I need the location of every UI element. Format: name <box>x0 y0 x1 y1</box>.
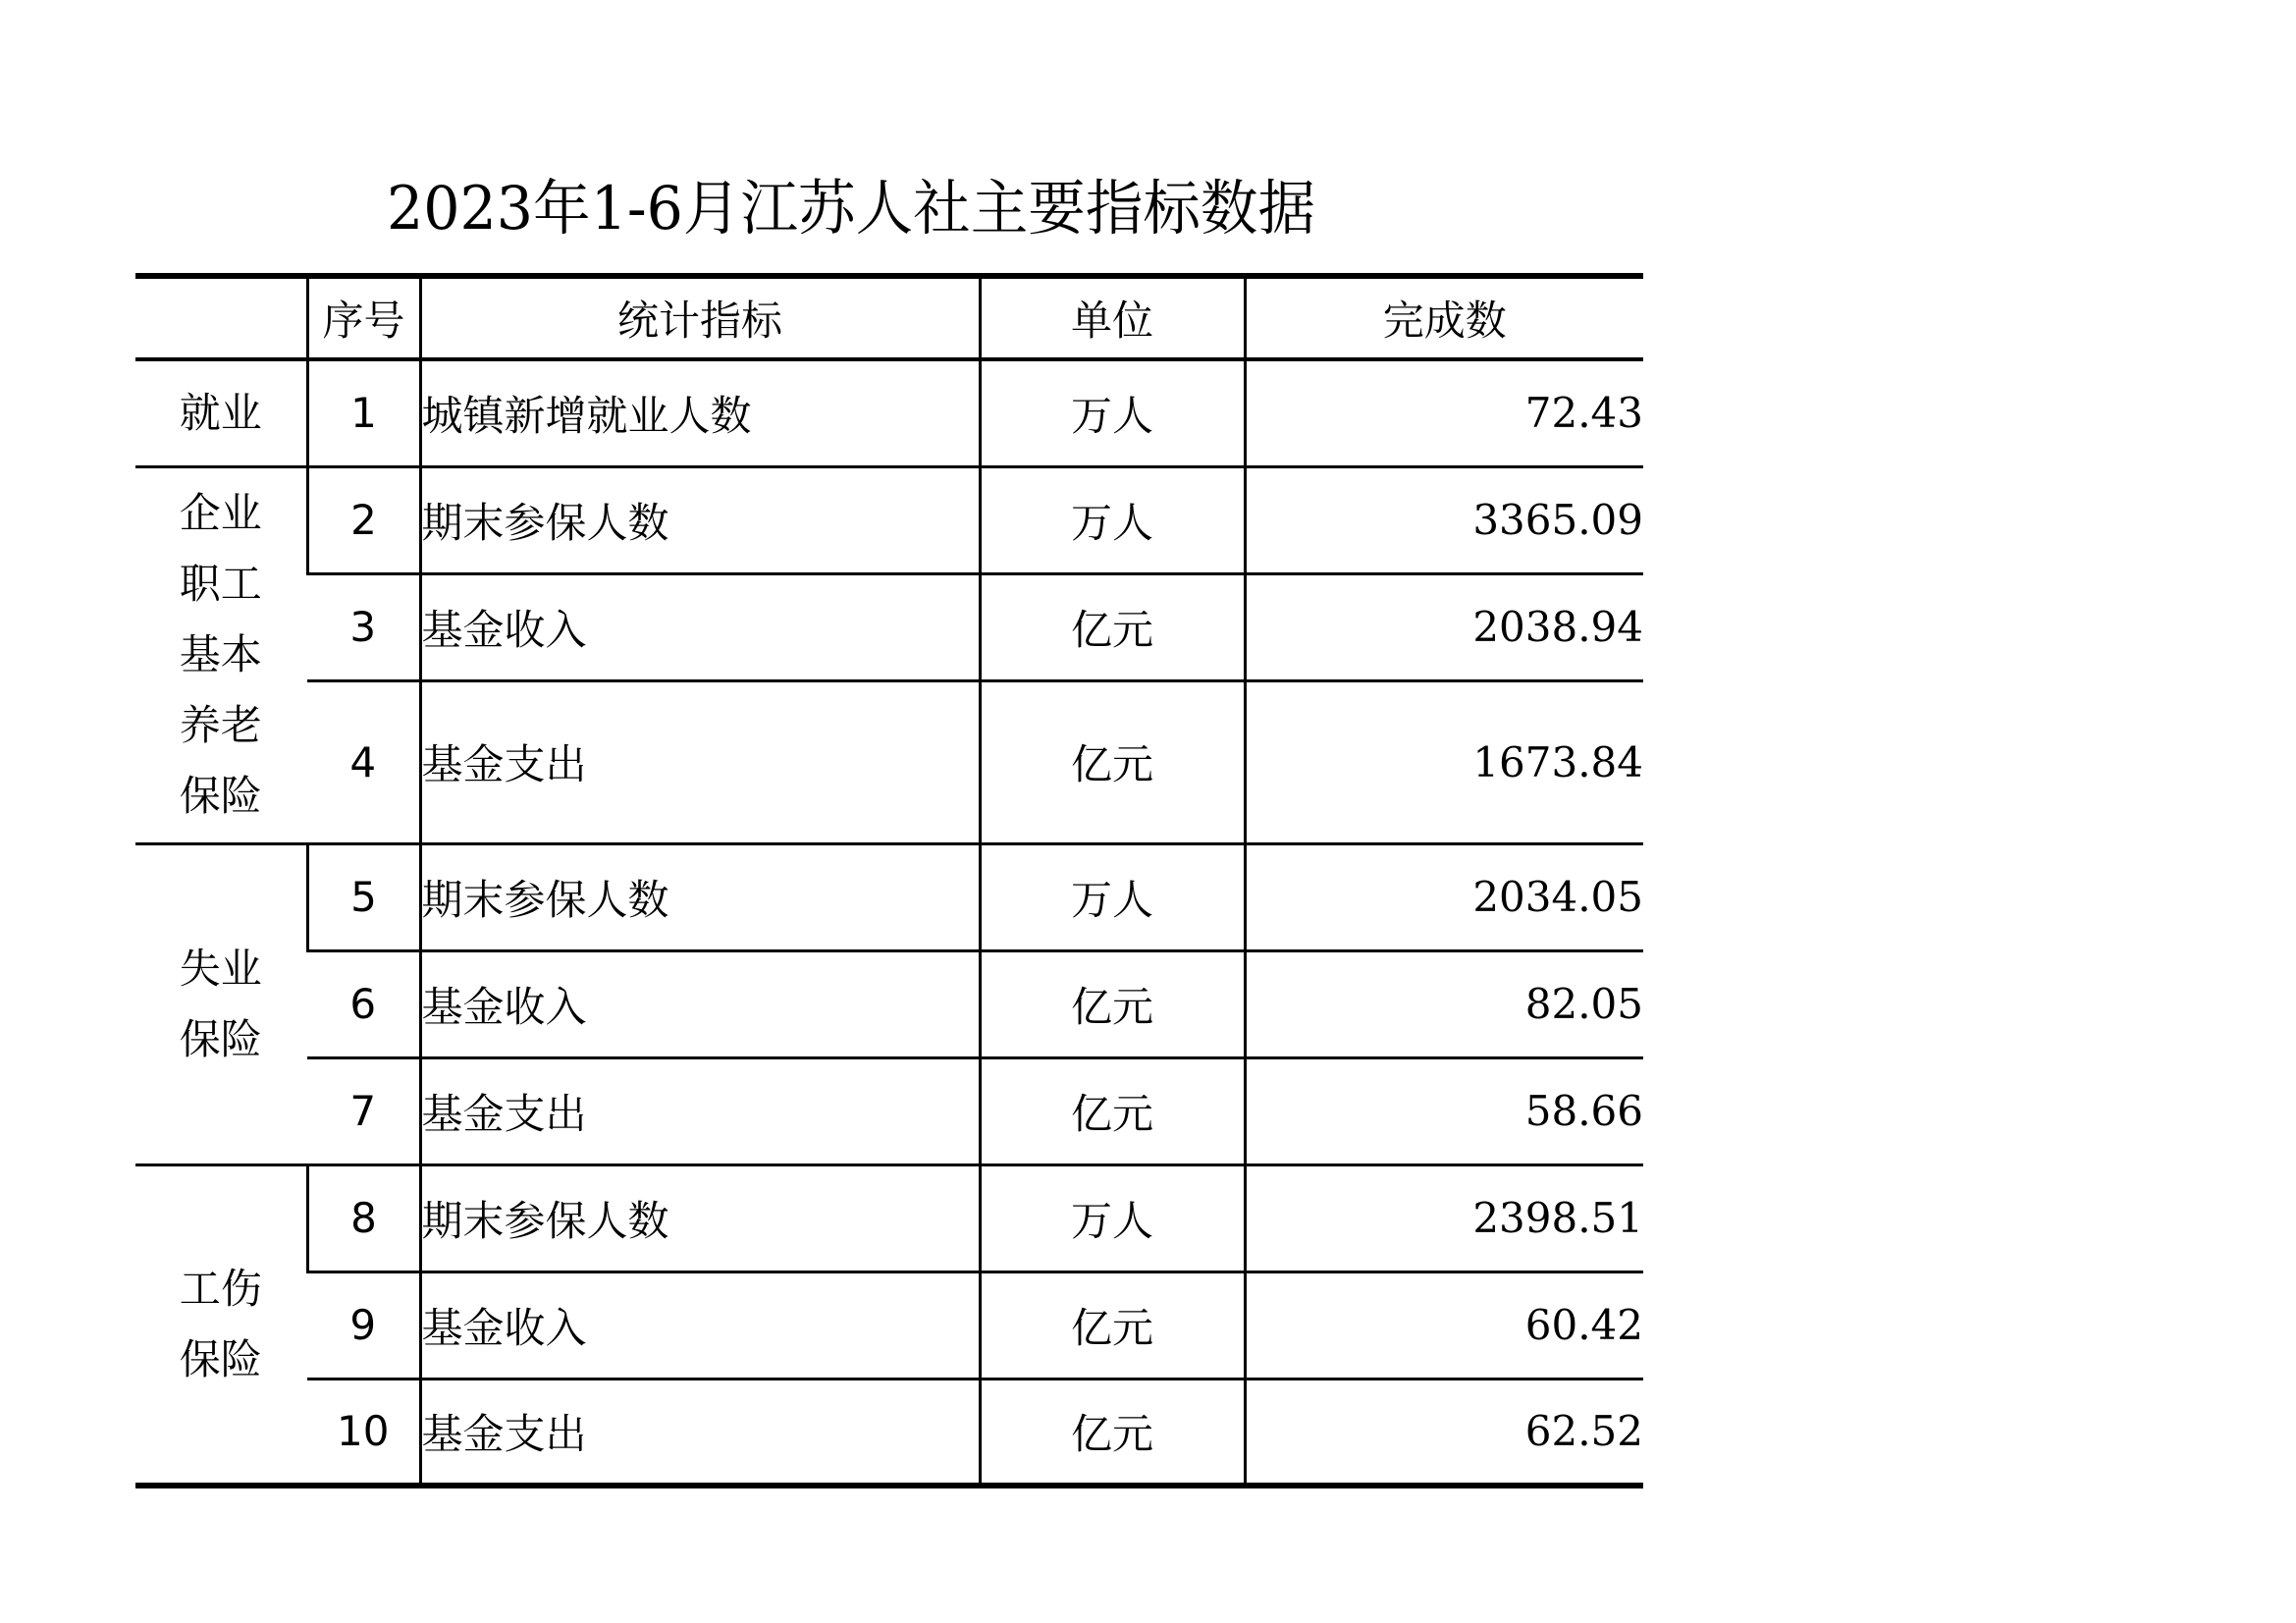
unit-cell: 亿元 <box>980 1271 1245 1379</box>
seq-cell: 9 <box>307 1271 420 1379</box>
table-row <box>135 1057 1643 1164</box>
unit-cell: 亿元 <box>980 573 1245 680</box>
table-row <box>135 1379 1643 1486</box>
table-row <box>135 950 1643 1057</box>
table-row <box>135 1164 1643 1271</box>
category-cell-unemployment <box>135 843 307 1164</box>
unit-cell: 亿元 <box>980 1057 1245 1164</box>
unit-cell: 万人 <box>980 359 1245 466</box>
unit-cell: 亿元 <box>980 680 1245 843</box>
value-cell: 72.43 <box>1245 359 1643 466</box>
indicator-cell: 基金收入 <box>420 573 980 680</box>
category-cell-pension <box>135 466 307 843</box>
indicator-cell: 期末参保人数 <box>420 843 980 950</box>
header-seq: 序号 <box>307 276 420 359</box>
table-row <box>135 466 1643 573</box>
table-row <box>135 680 1643 843</box>
seq-cell: 7 <box>307 1057 420 1164</box>
header-category <box>135 276 307 359</box>
unit-cell: 万人 <box>980 1164 1245 1271</box>
indicator-cell: 基金支出 <box>420 680 980 843</box>
seq-cell: 2 <box>307 466 420 573</box>
category-label: 失业 <box>179 944 262 993</box>
unit-cell: 亿元 <box>980 1379 1245 1486</box>
value-cell: 60.42 <box>1245 1271 1643 1379</box>
indicator-cell: 城镇新增就业人数 <box>420 359 980 466</box>
indicator-cell: 期末参保人数 <box>420 1164 980 1271</box>
value-cell: 62.52 <box>1245 1379 1643 1486</box>
indicator-cell: 基金收入 <box>420 950 980 1057</box>
indicator-table <box>135 273 1643 1488</box>
category-cell-employment <box>135 359 307 466</box>
category-label: 就业 <box>179 388 262 437</box>
value-cell: 58.66 <box>1245 1057 1643 1164</box>
seq-cell: 6 <box>307 950 420 1057</box>
category-label: 保险 <box>179 772 262 820</box>
seq-cell: 3 <box>307 573 420 680</box>
category-label: 企业 <box>179 489 262 537</box>
header-unit: 单位 <box>980 276 1245 359</box>
seq-cell: 1 <box>307 359 420 466</box>
seq-cell: 10 <box>337 1407 390 1456</box>
value-cell: 2398.51 <box>1245 1164 1643 1271</box>
category-label: 职工 <box>179 560 262 608</box>
seq-cell: 5 <box>307 843 420 950</box>
category-label: 基本 <box>179 630 262 678</box>
seq-cell: 4 <box>307 680 420 843</box>
unit-cell: 亿元 <box>980 950 1245 1057</box>
indicator-cell: 基金收入 <box>420 1271 980 1379</box>
value-cell: 3365.09 <box>1245 466 1643 573</box>
header-value: 完成数 <box>1245 276 1643 359</box>
header-indicator: 统计指标 <box>420 276 980 359</box>
category-label: 保险 <box>179 1334 262 1383</box>
table-row <box>135 359 1643 466</box>
category-label: 保险 <box>179 1014 262 1063</box>
unit-cell: 万人 <box>980 466 1245 573</box>
value-cell: 82.05 <box>1245 950 1643 1057</box>
indicator-cell: 期末参保人数 <box>420 466 980 573</box>
table-row <box>135 1271 1643 1379</box>
unit-cell: 万人 <box>980 843 1245 950</box>
value-cell: 1673.84 <box>1245 680 1643 843</box>
document-title: 2023年1-6月江苏人社主要指标数据 <box>387 174 1316 243</box>
table-header-row <box>135 276 1643 359</box>
value-cell: 2038.94 <box>1245 573 1643 680</box>
indicator-cell: 基金支出 <box>420 1057 980 1164</box>
indicator-cell: 基金支出 <box>420 1379 980 1486</box>
value-cell: 2034.05 <box>1245 843 1643 950</box>
seq-cell: 8 <box>307 1164 420 1271</box>
table-row <box>135 843 1643 950</box>
table-row <box>135 573 1643 680</box>
category-label: 养老 <box>179 701 262 749</box>
category-label: 工伤 <box>179 1264 262 1313</box>
category-cell-work-injury <box>135 1164 307 1486</box>
